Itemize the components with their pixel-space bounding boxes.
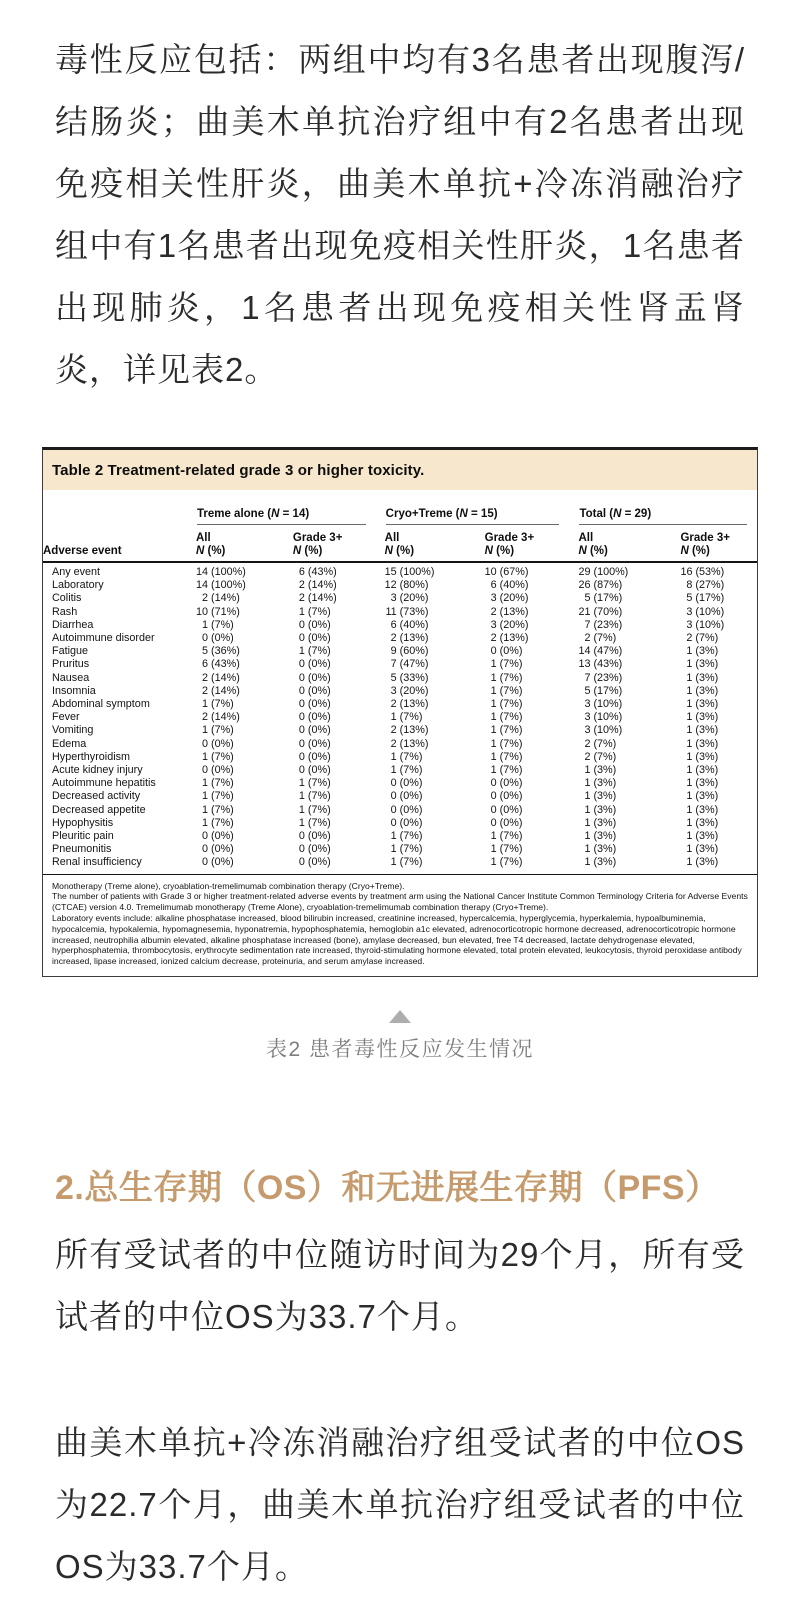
table2-figure [42,447,758,977]
table-row [43,606,757,619]
value-cell: 1 (7%) [490,750,523,763]
value-cell: 1 (7%) [490,830,523,843]
value-cell: 1 (7%) [298,790,331,803]
value-cell: 12 (80%) [384,579,429,592]
value-cell: 0 (0%) [390,777,423,790]
table-row [43,738,757,751]
value-cell: 0 (0%) [201,856,234,869]
table-row [43,804,757,817]
paragraph-followup-os: 所有受试者的中位随访时间为29个月，所有受试者的中位OS为33.7个月。 [55,1236,745,1336]
value-cell: 1 (3%) [686,843,719,856]
value-cell: 3 (20%) [490,592,529,605]
value-cell: 15 (100%) [384,566,435,578]
value-cell: 0 (0%) [298,684,331,697]
value-cell: 10 (67%) [484,566,529,578]
value-cell: 1 (3%) [686,764,719,777]
table-row [43,658,757,671]
table-row [43,579,757,592]
value-cell: 0 (0%) [490,645,523,658]
table-caption: 表2 患者毒性反应发生情况 [265,1038,534,1062]
value-cell: 1 (3%) [686,856,719,869]
table-row [43,856,757,873]
adverse-event-cell: Pneumonitis [52,843,112,856]
value-cell: 1 (7%) [390,750,423,763]
footnote-laboratory-events: Laboratory events include: alkaline phosphatase increased, blood bilirubin increased, creatinine increased, hypercalcemia, hyperglycemia, hyperkalemia, hypoalbuminemia, hypocalcemia, hypokalemia, hypomagnesemia, hyponatremia, hypophosphatemia, hemoglobin a1c elevated, adrenocorticotropic hormone decreased, adrenocorticotropic hormone increased, neutrophilia albumin elevated, alkaline phosphatase increased (bone), amylase decreased, bun elevated, free T4 decreased, lactate dehydrogenase elevated, hyperphosphatemia, thrombocytosis, erythrocyte sedimentation rate increased, thyroid-stimulating hormone elevated, total protein elevated, leukocytosis, thyroid peroxidase antibody increased, lipase increased, ionized calcium decrease, proteinuria, and serum amylase increased. [52,913,742,967]
value-cell: 1 (3%) [686,737,719,750]
value-cell: 1 (3%) [584,777,617,790]
value-cell: 21 (70%) [578,605,623,618]
adverse-event-cell: Pruritus [52,658,90,671]
value-cell: 0 (0%) [490,816,523,829]
value-cell: 0 (0%) [298,750,331,763]
value-cell: 3 (20%) [490,618,529,631]
adverse-event-cell: Hypophysitis [52,816,114,829]
value-cell: 9 (60%) [390,645,429,658]
value-cell: 6 (43%) [201,658,240,671]
value-cell: 29 (100%) [578,566,629,578]
value-cell: 2 (14%) [201,684,240,697]
toxicity-table [43,490,757,874]
value-cell: 0 (0%) [201,843,234,856]
adverse-event-cell: Autoimmune disorder [52,632,155,645]
value-cell: 2 (13%) [490,632,529,645]
value-cell: 1 (7%) [490,658,523,671]
value-cell: 0 (0%) [298,671,331,684]
value-cell: 1 (3%) [686,777,719,790]
value-cell: 2 (14%) [201,592,240,605]
value-cell: 0 (0%) [390,816,423,829]
value-cell: 1 (7%) [490,856,523,869]
value-cell: 2 (13%) [390,698,429,711]
value-cell: 2 (14%) [298,592,337,605]
value-cell: 2 (7%) [686,632,719,645]
value-cell: 3 (20%) [390,592,429,605]
adverse-event-cell: Edema [52,737,87,750]
value-cell: 1 (7%) [201,724,234,737]
paragraph-toxicity-summary: 毒性反应包括：两组中均有3名患者出现腹泻/结肠炎；曲美木单抗治疗组中有2名患者出现免疫相关性肝炎，曲美木单抗+冷冻消融治疗组中有1名患者出现免疫相关性肝炎，1名患者出现肺炎，1名患者出现免疫相关性肾盂肾炎，详见表2。 [55,41,745,388]
value-cell: 0 (0%) [298,830,331,843]
table-row [43,645,757,658]
value-cell: 1 (3%) [584,816,617,829]
table-row [43,619,757,632]
subheader-cell: All N (%) [385,526,485,562]
table-row [43,724,757,737]
column-group-header: Total (N = 29) [578,490,757,526]
value-cell: 1 (7%) [298,816,331,829]
adverse-event-cell: Colitis [52,592,82,605]
value-cell: 5 (17%) [584,592,623,605]
value-cell: 1 (3%) [686,671,719,684]
value-cell: 1 (7%) [298,803,331,816]
value-cell: 14 (47%) [578,645,623,658]
adverse-event-column-header: Adverse event [43,526,196,562]
value-cell: 1 (7%) [490,698,523,711]
table-row [43,698,757,711]
value-cell: 1 (7%) [390,856,423,869]
value-cell: 0 (0%) [298,618,331,631]
table-row [43,830,757,843]
table-row [43,751,757,764]
value-cell: 1 (7%) [201,790,234,803]
value-cell: 1 (7%) [490,764,523,777]
value-cell: 0 (0%) [201,830,234,843]
value-cell: 3 (10%) [584,724,623,737]
value-cell: 5 (17%) [584,684,623,697]
adverse-event-cell: Autoimmune hepatitis [52,777,156,790]
value-cell: 0 (0%) [490,777,523,790]
value-cell: 1 (3%) [686,790,719,803]
value-cell: 1 (3%) [686,816,719,829]
value-cell: 1 (3%) [584,764,617,777]
value-cell: 7 (47%) [390,658,429,671]
value-cell: 2 (13%) [390,737,429,750]
value-cell: 0 (0%) [490,790,523,803]
subheader-row [43,526,757,562]
subheader-cell: Grade 3+ N (%) [293,526,385,562]
value-cell: 0 (0%) [298,843,331,856]
value-cell: 3 (10%) [584,698,623,711]
value-cell: 7 (23%) [584,618,623,631]
value-cell: 1 (7%) [390,764,423,777]
value-cell: 16 (53%) [680,566,725,578]
adverse-event-cell: Decreased appetite [52,803,146,816]
table-row [43,632,757,645]
value-cell: 3 (10%) [686,605,725,618]
footnote-methods: The number of patients with Grade 3 or higher treatment-related adverse events by treatment arm using the National Cancer Institute Common Terminology Criteria for Adverse Events (CTCAE) version 4.0. Tremelimumab monotherapy (Treme Alone), cryoablation-tremelimumab combination therapy (Cryo+Treme). [52,891,748,913]
value-cell: 0 (0%) [298,632,331,645]
article-page [0,29,800,1616]
adverse-event-cell: Abdominal symptom [52,698,150,711]
value-cell: 2 (7%) [584,632,617,645]
adverse-event-cell: Fatigue [52,645,89,658]
adverse-event-cell: Any event [52,566,101,578]
value-cell: 0 (0%) [490,803,523,816]
value-cell: 1 (7%) [201,803,234,816]
value-cell: 1 (7%) [490,671,523,684]
value-cell: 1 (3%) [686,645,719,658]
value-cell: 3 (10%) [584,711,623,724]
value-cell: 2 (13%) [390,632,429,645]
value-cell: 6 (40%) [490,579,529,592]
table-row [43,790,757,803]
value-cell: 2 (7%) [584,737,617,750]
value-cell: 1 (7%) [201,618,234,631]
value-cell: 1 (3%) [686,750,719,763]
value-cell: 0 (0%) [298,764,331,777]
value-cell: 5 (33%) [390,671,429,684]
value-cell: 26 (87%) [578,579,623,592]
value-cell: 5 (17%) [686,592,725,605]
value-cell: 1 (3%) [686,830,719,843]
adverse-event-cell: Decreased activity [52,790,141,803]
subheader-cell: Grade 3+ N (%) [680,526,757,562]
value-cell: 3 (20%) [390,684,429,697]
value-cell: 2 (14%) [201,671,240,684]
value-cell: 10 (71%) [195,605,240,618]
table-row [43,711,757,724]
value-cell: 1 (7%) [201,698,234,711]
subheader-cell: All N (%) [196,526,293,562]
table-footnotes [43,874,757,976]
value-cell: 1 (3%) [686,684,719,697]
value-cell: 1 (7%) [490,724,523,737]
value-cell: 1 (7%) [201,816,234,829]
footnote-abbreviations: Monotherapy (Treme alone), cryoablation-tremelimumab combination therapy (Cryo+Treme). [52,880,405,891]
adverse-event-cell: Vomiting [52,724,94,737]
value-cell: 1 (7%) [490,737,523,750]
value-cell: 5 (36%) [201,645,240,658]
value-cell: 1 (7%) [490,843,523,856]
value-cell: 2 (14%) [201,711,240,724]
value-cell: 1 (3%) [686,724,719,737]
adverse-event-cell: Rash [52,605,78,618]
value-cell: 1 (3%) [584,856,617,869]
value-cell: 1 (7%) [298,645,331,658]
section-heading-os-pfs: 2.总生存期（OS）和无进展生存期（PFS） [55,1169,720,1208]
table-title: Table 2 Treatment-related grade 3 or higher toxicity. [43,450,757,490]
column-group-row [43,490,757,526]
adverse-event-cell: Fever [52,711,80,724]
value-cell: 1 (7%) [490,684,523,697]
value-cell: 7 (23%) [584,671,623,684]
table-row [43,817,757,830]
value-cell: 1 (3%) [584,843,617,856]
column-group-header: Treme alone (N = 14) [196,490,385,526]
value-cell: 0 (0%) [298,698,331,711]
value-cell: 1 (7%) [298,777,331,790]
value-cell: 1 (7%) [298,605,331,618]
value-cell: 1 (3%) [686,658,719,671]
adverse-event-cell: Laboratory [52,579,104,592]
value-cell: 11 (73%) [385,605,429,618]
value-cell: 0 (0%) [390,790,423,803]
value-cell: 1 (3%) [584,790,617,803]
adverse-event-cell: Insomnia [52,684,96,697]
value-cell: 2 (13%) [490,605,529,618]
paragraph-os-by-arm: 曲美木单抗+冷冻消融治疗组受试者的中位OS为22.7个月，曲美木单抗治疗组受试者的中位OS为33.7个月。 [55,1424,745,1586]
value-cell: 0 (0%) [298,737,331,750]
value-cell: 0 (0%) [201,737,234,750]
value-cell: 1 (3%) [686,698,719,711]
value-cell: 2 (7%) [584,750,617,763]
column-group-header: Cryo+Treme (N = 15) [385,490,579,526]
value-cell: 0 (0%) [298,658,331,671]
value-cell: 1 (3%) [584,803,617,816]
value-cell: 2 (14%) [298,579,337,592]
adverse-event-cell: Renal insufficiency [52,856,142,869]
value-cell: 14 (100%) [195,579,246,592]
value-cell: 2 (13%) [390,724,429,737]
value-cell: 1 (3%) [584,830,617,843]
value-cell: 14 (100%) [195,566,246,578]
value-cell: 0 (0%) [298,856,331,869]
subheader-cell: All N (%) [578,526,680,562]
value-cell: 8 (27%) [686,579,725,592]
adverse-event-cell: Acute kidney injury [52,764,143,777]
table-row [43,562,757,579]
value-cell: 0 (0%) [390,803,423,816]
table-row [43,777,757,790]
value-cell: 3 (10%) [686,618,725,631]
table-row [43,685,757,698]
table-row [43,764,757,777]
adverse-event-cell: Hyperthyroidism [52,750,130,763]
table-row [43,592,757,605]
value-cell: 1 (7%) [390,830,423,843]
value-cell: 1 (7%) [390,843,423,856]
value-cell: 13 (43%) [578,658,623,671]
subheader-cell: Grade 3+ N (%) [485,526,579,562]
value-cell: 6 (40%) [390,618,429,631]
value-cell: 1 (7%) [490,711,523,724]
value-cell: 6 (43%) [298,566,337,578]
table-row [43,672,757,685]
value-cell: 1 (7%) [201,750,234,763]
value-cell: 1 (3%) [686,711,719,724]
value-cell: 0 (0%) [298,724,331,737]
triangle-up-icon [389,1010,411,1023]
empty-corner-cell [43,490,196,526]
value-cell: 1 (7%) [201,777,234,790]
adverse-event-cell: Diarrhea [52,618,94,631]
value-cell: 0 (0%) [201,764,234,777]
adverse-event-cell: Nausea [52,671,90,684]
value-cell: 0 (0%) [298,711,331,724]
value-cell: 0 (0%) [201,632,234,645]
adverse-event-cell: Pleuritic pain [52,830,114,843]
table-row [43,843,757,856]
value-cell: 1 (7%) [390,711,423,724]
value-cell: 1 (3%) [686,803,719,816]
